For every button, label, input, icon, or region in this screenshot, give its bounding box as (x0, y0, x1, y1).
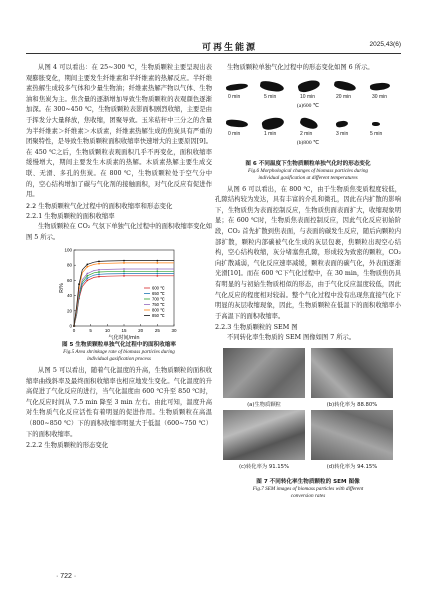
right-column (215, 63, 401, 500)
paragraph: 从图 4 可以看出：在 25~300 ℃，生物质颗粒主要呈现出表观膨胀变化，期间主要发生纤维素和半纤维素的热解反应。半纤维素热解生成较多气体和少量生物油；纤维素热解产物以气体、生物油和焦炭为主。焦含量的逐渐增加导致生物质颗粒的表观颜色逐渐加深。在 300~450 ℃，生物质颗粒表影面积剧烈收缩，主要是由于挥发分大量释放，焦收缩，团聚导致。玉米秸秆中三分之的含量为半纤维素＞纤维素＞木质素，纤维素热解生成的焦炭具有严重的团聚特性，是导致生物质颗粒面积收缩率快速增大的主要原因[9]。在 450 ℃之后，生物质颗粒表观面积几乎不再变化，面积收缩率缓慢增大，期间主要发生木质素的热解。木质素热解主要生成交联、无滑、多孔的焦炭。在 800 ℃，生物质颗粒处于空气分中的，空心结构增加了碳与气化剂的接触面积，对气化反应有促进作用。 (26, 64, 212, 199)
data-point (98, 261, 100, 263)
particle-image (226, 119, 249, 128)
data-point (98, 276, 100, 278)
x-tick-label: 30 (171, 328, 177, 334)
paragraph: 生物质颗粒单独气化过程中的形态变化如图 6 所示。 (227, 64, 374, 71)
time-label: 0 min (228, 130, 241, 137)
legend-label: 800 ℃ (152, 307, 165, 313)
legend-label: 650 ℃ (152, 291, 165, 297)
x-tick-label: 10 (104, 328, 110, 334)
data-point (86, 264, 88, 266)
x-tick-label: 25 (154, 328, 160, 334)
subsection-heading: 2.2.3 生物质颗粒的 SEM 图 (215, 323, 298, 332)
subsection-heading: 2.2.2 生物质颗粒的形态变化 (26, 441, 109, 450)
x-axis-label: 气化时间/min (108, 335, 140, 342)
particle-image (372, 122, 380, 126)
y-tick-label: 80 (66, 262, 72, 268)
particle-image (297, 78, 321, 93)
sem-image-a (223, 348, 305, 398)
data-point (123, 262, 125, 264)
time-label: 3 min (336, 130, 349, 137)
data-point (98, 263, 100, 265)
time-label: 10 min (300, 93, 316, 100)
figure-5-caption-cn: 图 5 生物质颗粒单独气化过程中的面积收缩率 (61, 342, 177, 349)
x-tick-label: 5 (89, 328, 92, 334)
area-shrinkage-chart (59, 246, 180, 342)
figure-7-caption-cn: 图 7 不同转化率生物质颗粒的 SEM 图像 (256, 478, 360, 485)
left-column (26, 63, 212, 451)
legend-label: 600 ℃ (152, 285, 165, 291)
data-point (156, 275, 158, 277)
y-tick-label: 40 (66, 293, 72, 299)
figure-6-caption-en: Fig.6 Morphological changes of biomass particles during (247, 167, 369, 174)
y-tick-label: 0 (69, 323, 72, 329)
paragraph: 从图 6 可以看出，在 800 ℃，由于生物质焦变质程度较低，孔隙结构较为发达，具有丰富的介孔和微孔，因此在内扩散的影响下，生物质焦为表面控制反应，生物质焦面表面扩大，收缩现象明显；在 600 ℃时，生物质焦表面控制反应，因此气化反应初始阶段，CO₂ 首先扩散到焦表面，与表面的碳发生反应，随后向颗粒内部扩散，颗粒内部碳被气化生成的灰层包裹，焦颗粒出现空心结构，空心结构收缩，灰分堵塞焦孔隙，形成较为致密的颗粒，CO₂ 向扩散减弱，气化反应速率减缓，颗粒表面的碳气化，外表面逐渐光滑[10]。而在 600 ℃下气化过程中，在 30 min，生物质焦仍具有明显的与初始生物质相似的形态，由于气化反应温度较低，因此气化反应的程度相对较弱。整个气化过程中没有出现焦直接气化下明显的灰层收缩现象，因此，生物质颗粒在低温下的面积收缩率小于高温下的面积收缩率。 (215, 185, 401, 320)
figure-6-caption-en: individual gasification at different temperatures (258, 174, 358, 181)
sequence-label: (a)600 ℃ (296, 102, 320, 109)
data-point (98, 274, 100, 276)
data-point (98, 269, 100, 271)
figure-6-caption-cn: 图 6 不同温度下生物质颗粒单独气化时的形态变化 (245, 160, 371, 167)
sem-label-a: (a)生物质颗粒 (247, 401, 281, 408)
particle-image (261, 115, 285, 130)
paragraph: 生物质颗粒在 CO₂ 气氛下单独气化过程中的面积收缩率变化如图 5 所示。 (26, 222, 212, 241)
data-point (98, 271, 100, 273)
figure-5-caption-en: Fig.5 Area shrinkage rate of biomass particles during (63, 349, 175, 356)
x-tick-label: 15 (121, 328, 127, 334)
sem-label-c: (c)转化率为 91.15% (238, 463, 290, 470)
particle-image (299, 116, 319, 130)
data-point (86, 275, 88, 277)
chart-svg (59, 246, 180, 342)
y-tick-label: 20 (66, 308, 72, 314)
particle-image (333, 79, 356, 91)
time-label: 5 min (264, 93, 277, 100)
paragraph: 从图 5 可以看出，随着气化温度的升高，生物质颗粒的面积收缩率曲线斜率及最终面积收缩率也相应地发生变化。气化温度的升高促进了气化反应的进行，当气化温度由 600 ℃升至 850 ℃时，气化反应时间从 7.5 min 降至 3 min 左右。由此可知，温度升高对生物质气化反应活性有着明显的促进作用。生物质颗粒在高温（800~850 ℃）下的面积收缩率明显大于低温（600~750 ℃）下的面积收缩率。 (26, 367, 212, 438)
particle-image (336, 120, 349, 128)
data-point (73, 325, 75, 327)
morphology-figure (218, 78, 398, 158)
time-label: 1 min (264, 130, 277, 137)
sem-image-grid (223, 348, 393, 476)
y-axis-label: R/% (59, 283, 65, 293)
sem-image-d (311, 410, 393, 460)
data-point (156, 273, 158, 275)
time-label: 5 min (370, 130, 383, 137)
legend-label: 850 ℃ (152, 313, 165, 319)
data-point (86, 273, 88, 275)
data-point (123, 270, 125, 272)
data-point (86, 280, 88, 282)
data-point (86, 266, 88, 268)
particle-image (370, 82, 391, 91)
issue-number: 2025,43(6) (369, 41, 401, 48)
data-point (156, 270, 158, 272)
data-point (123, 273, 125, 275)
sequence-label: (b)800 ℃ (296, 139, 320, 146)
time-label: 0 min (228, 93, 241, 100)
data-point (86, 277, 88, 279)
data-point (78, 283, 80, 285)
particle-image (259, 80, 284, 93)
legend-label: 750 ℃ (152, 302, 165, 308)
data-point (123, 275, 125, 277)
x-tick-label: 0 (72, 328, 76, 334)
sem-image-c (223, 410, 305, 460)
time-label: 20 min (336, 93, 352, 100)
time-label: 30 min (372, 93, 388, 100)
data-point (123, 260, 125, 262)
section-heading: 2.2 生物质颗粒气化过程中的面积收缩率和形态变化 (26, 201, 173, 210)
sem-label-d: (d)转化率为 94.15% (326, 463, 378, 470)
legend-label: 700 ℃ (152, 296, 165, 302)
data-point (156, 260, 158, 262)
time-label: 2 min (300, 130, 313, 137)
data-point (123, 268, 125, 270)
page-number: · 722 · (56, 573, 77, 580)
journal-name: 可再生能源 (202, 43, 258, 53)
y-tick-label: 60 (66, 277, 72, 283)
sem-image-b (311, 348, 393, 398)
figure-7-caption-en: Fig.7 SEM images of biomass particles with different (252, 485, 364, 492)
figure-7-caption-en: conversion rates (290, 492, 326, 499)
data-point (156, 268, 158, 270)
subsection-heading: 2.2.1 生物质颗粒的面积收缩率 (26, 212, 115, 221)
sem-label-b: (b)转化率为 88.80% (326, 401, 378, 408)
page-header (26, 40, 401, 54)
figure-5-caption-en: individual gasification process (87, 356, 151, 363)
x-tick-label: 20 (138, 328, 144, 334)
y-tick-label: 100 (64, 247, 72, 253)
data-point (156, 262, 158, 264)
particle-image (226, 82, 249, 91)
paragraph: 不同转化率生物质的 SEM 图像如图 7 所示。 (227, 333, 356, 341)
